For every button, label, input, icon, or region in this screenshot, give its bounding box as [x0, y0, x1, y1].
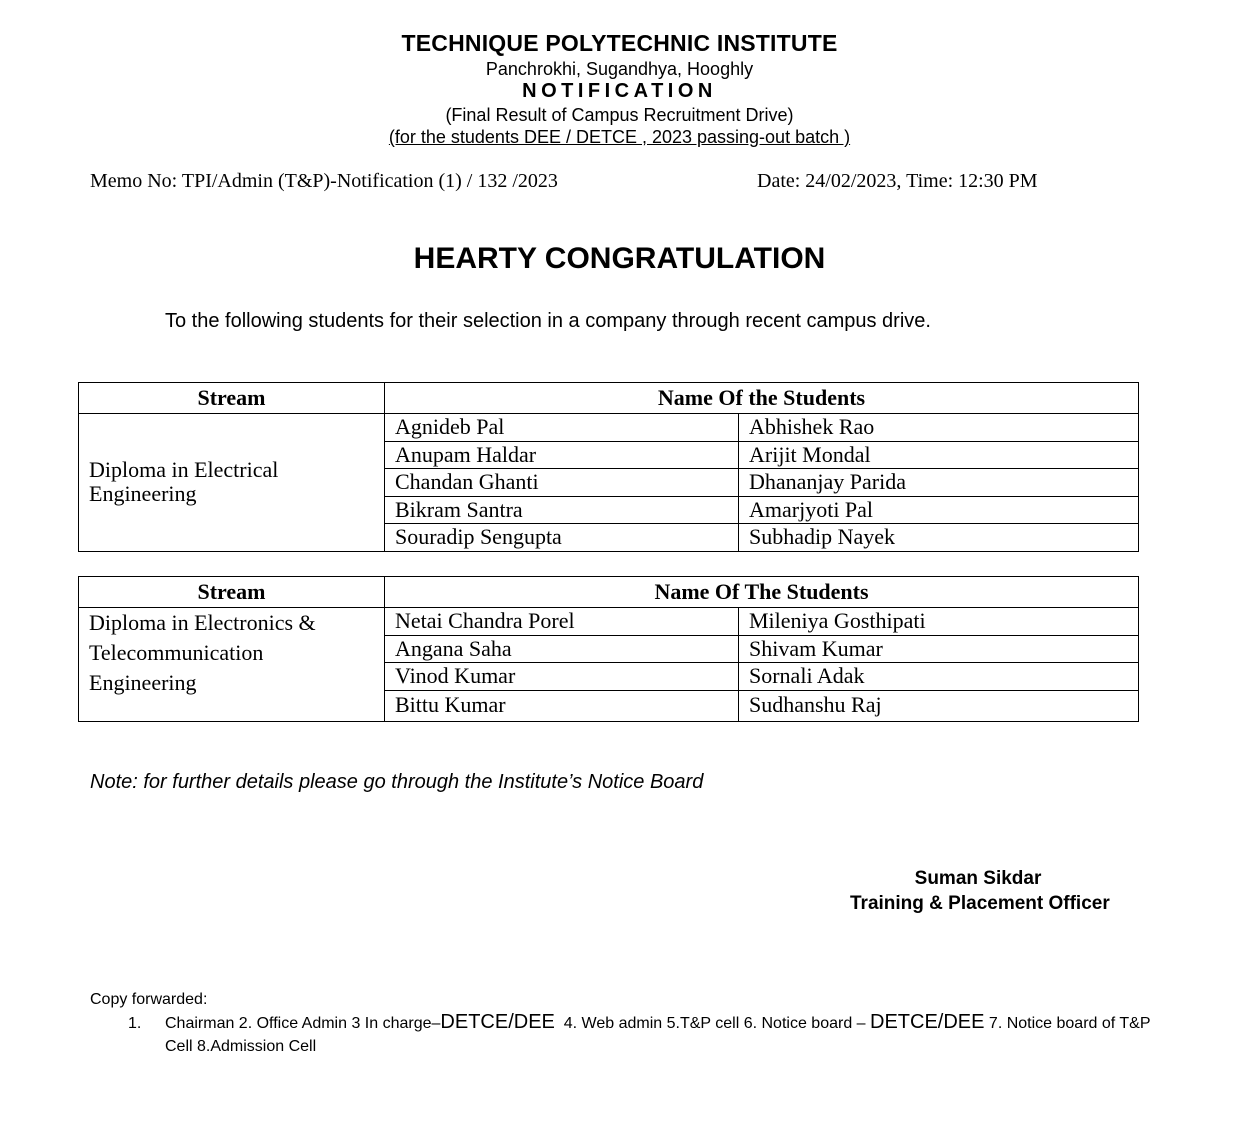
stream-header: Stream: [79, 577, 385, 608]
notification-title: NOTIFICATION: [522, 80, 717, 102]
student-name: Vinod Kumar: [385, 663, 739, 691]
stream-cell: Diploma in Electrical Engineering: [79, 414, 385, 552]
table-header-row: [79, 577, 1139, 608]
copy-list-number: 1.: [128, 1015, 142, 1032]
student-name: Bittu Kumar: [385, 690, 739, 721]
student-name: Abhishek Rao: [739, 414, 1139, 442]
names-header: Name Of the Students: [385, 383, 1139, 414]
batch-text: (for the students DEE / DETCE , 2023 passing-out batch ): [388, 127, 851, 147]
copy-part: Chairman 2. Office Admin 3 In charge–: [165, 1015, 441, 1032]
student-name: Souradip Sengupta: [385, 524, 739, 552]
student-name: Shivam Kumar: [739, 635, 1139, 663]
institute-name: TECHNIQUE POLYTECHNIC INSTITUTE: [401, 30, 838, 56]
copy-forwarded-label: Copy forwarded:: [90, 991, 208, 1008]
student-name: Agnideb Pal: [385, 414, 739, 442]
table-row: [79, 608, 1139, 636]
electronics-results-table: [78, 576, 1139, 722]
memo-number: Memo No: TPI/Admin (T&P)-Notification (1) / 132 /2023: [90, 170, 558, 192]
signatory-title: Training & Placement Officer: [850, 893, 1110, 914]
copy-part: DETCE/DEE: [870, 1011, 985, 1033]
student-name: Netai Chandra Porel: [385, 608, 739, 636]
page-heading: HEARTY CONGRATULATION: [413, 242, 826, 275]
copy-part: 7. Notice board of T&P Cell 8.Admission Cell: [165, 1015, 1151, 1055]
date-time: Date: 24/02/2023, Time: 12:30 PM: [757, 170, 1038, 192]
student-name: Anupam Haldar: [385, 441, 739, 469]
student-name: Sudhanshu Raj: [739, 690, 1139, 721]
stream-header: Stream: [79, 383, 385, 414]
batch-line: [0, 127, 1239, 148]
institute-address: Panchrokhi, Sugandhya, Hooghly: [485, 59, 754, 79]
student-name: Dhananjay Parida: [739, 469, 1139, 497]
intro-text: To the following students for their selection in a company through recent campus drive.: [165, 310, 931, 332]
student-name: Amarjyoti Pal: [739, 496, 1139, 524]
student-name: Angana Saha: [385, 635, 739, 663]
names-header: Name Of The Students: [385, 577, 1139, 608]
copy-part: DETCE/DEE: [440, 1011, 555, 1033]
copy-part: 4. Web admin 5.T&P cell 6. Notice board –: [554, 1015, 870, 1032]
signatory-name: Suman Sikdar: [914, 868, 1042, 889]
table-header-row: [79, 383, 1139, 414]
notification-subtitle: (Final Result of Campus Recruitment Drive): [445, 105, 794, 125]
student-name: Bikram Santra: [385, 496, 739, 524]
student-name: Mileniya Gosthipati: [739, 608, 1139, 636]
student-name: Sornali Adak: [739, 663, 1139, 691]
student-name: Chandan Ghanti: [385, 469, 739, 497]
stream-cell: Diploma in Electronics & Telecommunication Engineering: [79, 608, 385, 722]
note-text: Note: for further details please go through the Institute’s Notice Board: [90, 771, 704, 793]
student-name: Subhadip Nayek: [739, 524, 1139, 552]
electrical-results-table: [78, 382, 1139, 552]
table-row: [79, 414, 1139, 442]
student-name: Arijit Mondal: [739, 441, 1139, 469]
copy-forwarded-list: [165, 1011, 1155, 1058]
